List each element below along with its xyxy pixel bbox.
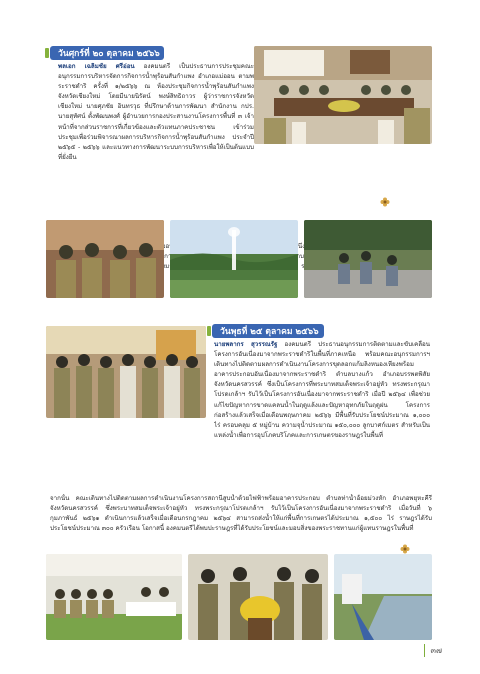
garden-visit-photo bbox=[304, 220, 432, 298]
hot-spring-fountain-photo bbox=[170, 220, 298, 298]
section-2-paragraph-1 bbox=[214, 340, 430, 448]
section-2-paragraph-2 bbox=[50, 494, 432, 552]
date-label-2 bbox=[212, 324, 324, 338]
field-visit-group-photo bbox=[46, 326, 206, 418]
lead-name: นายพลากร สุวรรณรัฐ bbox=[214, 341, 278, 348]
meeting-room-photo bbox=[254, 46, 432, 144]
section-1-paragraph-1 bbox=[58, 62, 254, 202]
page-number: ๓๗ bbox=[424, 644, 442, 657]
date-label-accent bbox=[207, 326, 211, 336]
ceremony-flowers-photo bbox=[188, 554, 328, 640]
flower-ornament-icon bbox=[400, 544, 410, 554]
flower-ornament-icon bbox=[380, 197, 390, 207]
paragraph-text: องคมนตรี ประธานอนุกรรมการติดตามและขับเคลื่อนโครงการอันเนื่องมาจากพระราชดำริในพื้นที่ภาคเหนือ พร้อมคณะอนุกรรมการฯ เดินทางไปติดตามผลการดำเนินงานโครงการขุดลอกแก้มลิงหนองเหียงพร้อมอาคารประกอบอันเนื่องมาจากพระราชดำริ ตำบลบางแก้ว อำเภอบรรพตพิสัย จังหวัดนครสวรรค์ ซึ่งเป็นโครงการที่พระบาทสมเด็จพระเจ้าอยู่หัว ทรงพระกรุณาโปรดเกล้าฯ รับไว้เป็นโครงการอันเนื่องมาจากพระราชดำริ เมื่อปี ๒๕๖๔ เพื่อช่วยแก้ไขปัญหาการขาดแคลนน้ำในฤดูแล้งและปัญหาอุทกภัยในฤดูฝน โครงการก่อสร้างแล้วเสร็จเมื่อเดือนพฤษภาคม ๒๕๖๖ มีพื้นที่รับประโยชน์ประมาณ ๑,๐๐๐ ไร่ ครอบคลุม ๕ หมู่บ้าน ความจุน้ำประมาณ ๑๕๐,๐๐๐ ลูกบาศก์เมตร สำหรับเป็นแหล่งน้ำเพื่อการอุปโภคบริโภคและการเกษตรของราษฎรในพื้นที่ bbox=[214, 341, 430, 439]
date-label-text: วันศุกร์ที่ ๒๐ ตุลาคม ๒๕๖๖ bbox=[58, 49, 160, 59]
date-label-text: วันพุธที่ ๒๕ ตุลาคม ๒๕๖๖ bbox=[220, 327, 319, 337]
paragraph-text: จากนั้น คณะเดินทางไปติดตามผลการดำเนินงานโครงการสถานีสูบน้ำด้วยไฟฟ้าพร้อมอาคารประกอบ ตำบลท่าน้ำอ้อยม่วงหัก อำเภอพยุหะคีรี จังหวัดนครสวรรค์ ซึ่งพระบาทสมเด็จพระเจ้าอยู่หัว ทรงพระกรุณาโปรดเกล้าฯ รับไว้เป็นโครงการอันเนื่องมาจากพระราชดำริ เมื่อวันที่ ๖ กุมภาพันธ์ ๒๕๖๑ ดำเนินการแล้วเสร็จเมื่อเดือนกรกฎาคม ๒๕๖๔ สามารถส่งน้ำให้แก่พื้นที่การเกษตรได้ประมาณ ๑,๕๐๐ ไร่ ราษฎรได้รับประโยชน์ประมาณ ๓๐๐ ครัวเรือน โอกาสนี้ องคมนตรีได้พบปะราษฎรที่ได้รับประโยชน์และมอบสิ่งของพระราชทานแก่ผู้แทนราษฎรในพื้นที่ bbox=[50, 495, 432, 533]
paragraph-text: องคมนตรี เป็นประธานการประชุมคณะอนุกรรมการบริหารจัดการกิจการน้ำพุร้อนสันกำแพง อำเภอแม่ออน ตามพระราชดำริ ครั้งที่ ๑/๒๕๖๖ ณ ห้องประชุมกิจการน้ำพุร้อนสันกำแพง จังหวัดเชียงใหม่ โดยมีนายนิรัตน์ พงษ์สิทธิถาวร ผู้ว่าราชการจังหวัดเชียงใหม่ นายศุภชัย อินทรวุธ ที่ปรึกษาด้านการพัฒนา สำนักงาน กปร. นายสุทัศน์ ตั้งพัฒนพงศ์ ผู้อำนวยการกองประสานงานโครงการพื้นที่ ๓ เจ้าหน้าที่จากส่วนราชการที่เกี่ยวข้องและตัวแทนภาคประชาชน เข้าร่วมประชุมเพื่อร่วมพิจารณาผลการบริหารกิจการน้ำพุร้อนสันกำแพง ประจำปี ๒๕๖๕ - ๒๕๖๖ และแนวทางการพัฒนาระบบการบริหารเพื่อให้เป็นต้นแบบที่ยั่งยืน bbox=[58, 63, 254, 161]
tent-meeting-photo bbox=[46, 554, 182, 640]
pumping-station-canal-photo bbox=[334, 554, 432, 640]
date-label-1 bbox=[50, 46, 164, 60]
lead-name: พลเอก เฉลิมชัย ศรีอ่อน bbox=[58, 63, 135, 70]
date-label-accent bbox=[45, 48, 49, 58]
group-photo-1 bbox=[46, 220, 164, 298]
